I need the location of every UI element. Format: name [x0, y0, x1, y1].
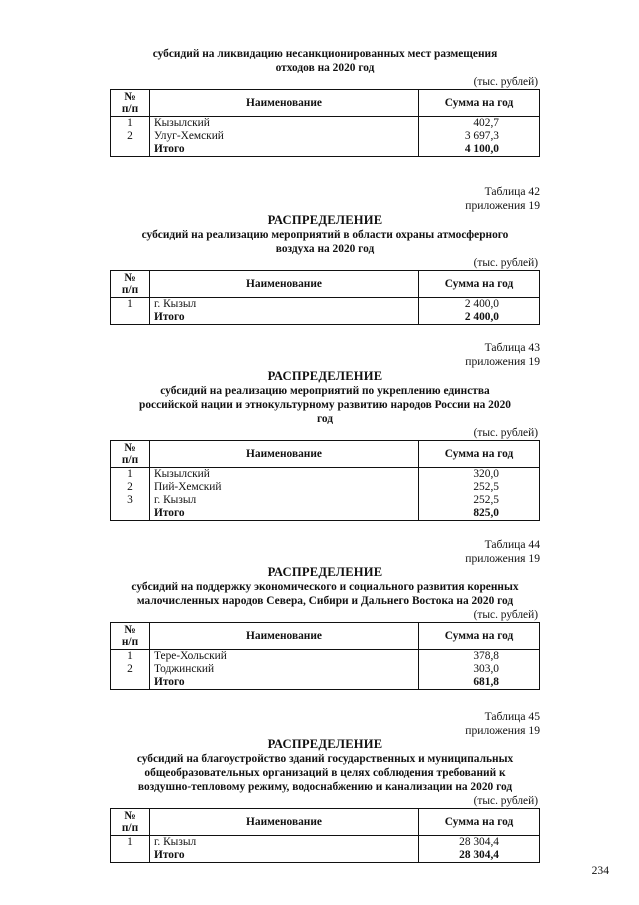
table-row — [111, 130, 540, 143]
header-name: Наименование — [150, 90, 419, 117]
header-no-symbol: № — [124, 91, 136, 103]
total-label: Итого — [150, 676, 419, 690]
table-45-section — [110, 737, 540, 863]
header-number — [111, 809, 150, 836]
total-label: Итого — [150, 311, 419, 325]
table-number: Таблица 42 — [484, 185, 540, 198]
table-43-label — [465, 341, 540, 369]
table-row — [111, 468, 540, 482]
header-no-sub: п/п — [121, 454, 139, 466]
row-number: 1 — [111, 650, 150, 664]
row-name: Улуг-Хемский — [150, 130, 419, 143]
table-44-heading: РАСПРЕДЕЛЕНИЕ — [267, 565, 383, 579]
row-sum: 402,7 — [419, 117, 540, 131]
table-41-section — [110, 47, 540, 157]
row-number: 1 — [111, 298, 150, 312]
row-sum: 252,5 — [419, 494, 540, 507]
row-sum: 320,0 — [419, 468, 540, 482]
row-name: г. Кызыл — [150, 298, 419, 312]
table-44-caption-line-1: субсидий на поддержку экономического и социального развития коренных — [131, 581, 519, 593]
table-45-heading: РАСПРЕДЕЛЕНИЕ — [267, 737, 383, 751]
table-41-caption-line-2: отходов на 2020 год — [275, 62, 375, 74]
header-sum: Сумма на год — [419, 90, 540, 117]
table-row — [111, 836, 540, 850]
header-name: Наименование — [150, 441, 419, 468]
row-number: 2 — [111, 130, 150, 143]
header-no-symbol: № — [124, 810, 136, 822]
row-name: г. Кызыл — [150, 494, 419, 507]
table-header-row — [111, 90, 540, 117]
header-sum: Сумма на год — [419, 441, 540, 468]
table-43-unit: (тыс. рублей) — [473, 427, 538, 439]
table-45-caption-line-1: субсидий на благоустройство зданий государственных и муниципальных — [136, 753, 514, 765]
table-44 — [110, 622, 540, 690]
table-42-unit: (тыс. рублей) — [473, 257, 538, 269]
total-row — [111, 849, 540, 863]
table-row — [111, 494, 540, 507]
table-number: Таблица 43 — [484, 341, 540, 354]
table-45 — [110, 808, 540, 863]
row-sum: 3 697,3 — [419, 130, 540, 143]
table-row — [111, 663, 540, 676]
total-label: Итого — [150, 849, 419, 863]
table-header-row — [111, 809, 540, 836]
row-number: 1 — [111, 468, 150, 482]
table-43-heading: РАСПРЕДЕЛЕНИЕ — [267, 369, 383, 383]
total-sum: 681,8 — [419, 676, 540, 690]
row-number: 2 — [111, 663, 150, 676]
table-42-section — [110, 213, 540, 325]
table-42-caption-line-1: субсидий на реализацию мероприятий в области охраны атмосферного — [141, 229, 509, 241]
total-sum: 28 304,4 — [419, 849, 540, 863]
table-43-caption-line-3: год — [316, 413, 334, 425]
table-header-row — [111, 441, 540, 468]
total-sum: 4 100,0 — [419, 143, 540, 157]
table-number: Таблица 45 — [484, 710, 540, 723]
header-sum: Сумма на год — [419, 271, 540, 298]
table-43-caption-line-1: субсидий на реализацию мероприятий по укреплению единства — [160, 385, 490, 397]
table-row — [111, 117, 540, 131]
total-row — [111, 676, 540, 690]
table-header-row — [111, 271, 540, 298]
appendix-ref: приложения 19 — [465, 199, 540, 212]
table-43 — [110, 440, 540, 521]
table-44-caption-line-2: малочисленных народов Севера, Сибири и Дальнего Востока на 2020 год — [136, 595, 514, 607]
table-41-unit: (тыс. рублей) — [473, 76, 538, 88]
table-row — [111, 650, 540, 664]
table-41-caption-line-1: субсидий на ликвидацию несанкционированных мест размещения — [152, 48, 498, 60]
header-name: Наименование — [150, 623, 419, 650]
total-sum: 2 400,0 — [419, 311, 540, 325]
table-42-heading: РАСПРЕДЕЛЕНИЕ — [267, 213, 383, 227]
appendix-ref: приложения 19 — [465, 355, 540, 368]
header-no-sub: н/п — [121, 636, 139, 648]
row-number: 3 — [111, 494, 150, 507]
table-row — [111, 481, 540, 494]
row-sum: 252,5 — [419, 481, 540, 494]
header-name: Наименование — [150, 809, 419, 836]
header-no-symbol: № — [124, 442, 136, 454]
row-sum: 303,0 — [419, 663, 540, 676]
row-name: Кызылский — [150, 117, 419, 131]
table-42 — [110, 270, 540, 325]
row-name: Тере-Хольский — [150, 650, 419, 664]
table-44-label — [465, 538, 540, 566]
table-45-caption-line-3: воздушно-тепловому режиму, водоснабжению и канализации на 2020 год — [137, 781, 513, 793]
table-45-label — [465, 710, 540, 738]
appendix-ref: приложения 19 — [465, 724, 540, 737]
header-no-sub: п/п — [121, 822, 139, 834]
appendix-ref: приложения 19 — [465, 552, 540, 565]
header-number — [111, 90, 150, 117]
row-sum: 2 400,0 — [419, 298, 540, 312]
table-44-unit: (тыс. рублей) — [473, 609, 538, 621]
table-number: Таблица 44 — [484, 538, 540, 551]
table-44-section — [110, 565, 540, 690]
header-no-symbol: № — [124, 624, 136, 636]
table-row — [111, 298, 540, 312]
total-label: Итого — [150, 143, 419, 157]
header-no-sub: п/п — [121, 284, 139, 296]
table-42-caption-line-2: воздуха на 2020 год — [275, 243, 375, 255]
header-number — [111, 271, 150, 298]
total-row — [111, 507, 540, 521]
total-sum: 825,0 — [419, 507, 540, 521]
header-sum: Сумма на год — [419, 809, 540, 836]
header-name: Наименование — [150, 271, 419, 298]
row-sum: 378,8 — [419, 650, 540, 664]
row-number: 1 — [111, 117, 150, 131]
row-number: 2 — [111, 481, 150, 494]
header-no-sub: п/п — [121, 103, 139, 115]
row-name: г. Кызыл — [150, 836, 419, 850]
total-row — [111, 311, 540, 325]
header-number — [111, 623, 150, 650]
header-number — [111, 441, 150, 468]
row-sum: 28 304,4 — [419, 836, 540, 850]
total-label: Итого — [150, 507, 419, 521]
table-42-label — [465, 185, 540, 213]
table-43-section — [110, 369, 540, 521]
table-header-row — [111, 623, 540, 650]
row-name: Кызылский — [150, 468, 419, 482]
page-number: 234 — [591, 864, 609, 877]
table-41 — [110, 89, 540, 157]
total-row — [111, 143, 540, 157]
row-name: Тоджинский — [150, 663, 419, 676]
row-number: 1 — [111, 836, 150, 850]
table-45-unit: (тыс. рублей) — [473, 795, 538, 807]
table-45-caption-line-2: общеобразовательных организаций в целях соблюдения требований к — [144, 767, 506, 779]
row-name: Пий-Хемский — [150, 481, 419, 494]
header-no-symbol: № — [124, 272, 136, 284]
header-sum: Сумма на год — [419, 623, 540, 650]
table-43-caption-line-2: российской нации и этнокультурному развитию народов России на 2020 — [139, 399, 511, 411]
